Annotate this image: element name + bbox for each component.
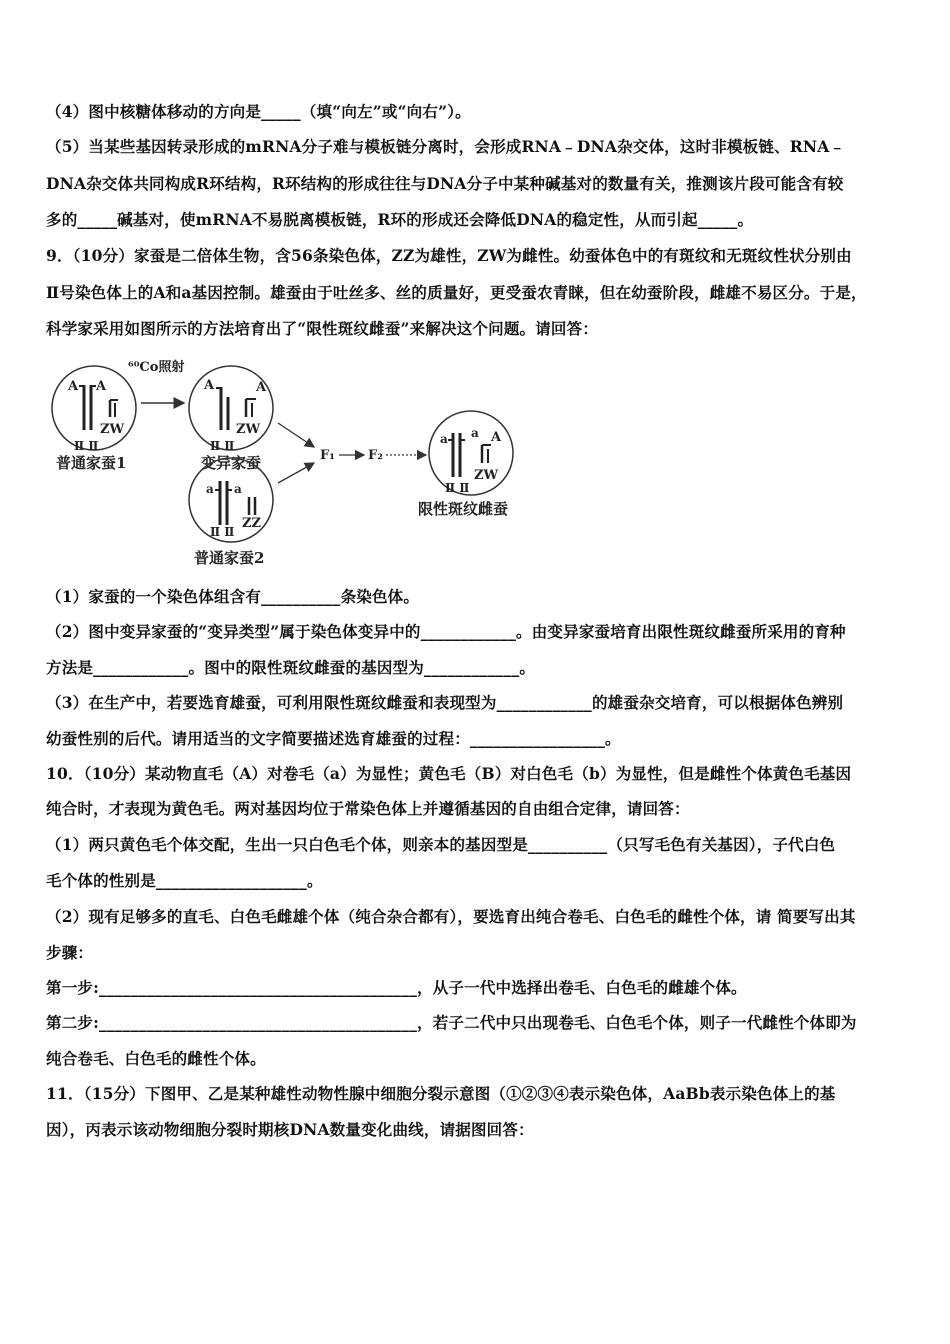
text-line: 因），丙表示该动物细胞分裂时期核DNA数量变化曲线，请据图回答： [46,1120,534,1139]
text-line: （1）两只黄色毛个体交配，生出一只白色毛个体，则亲本的基因型是__________（只写毛色有关基因），子代白色 [46,835,836,854]
text-line: 第一步:________________________________________，从子一代中选择出卷毛、白色毛的雌雄个体。 [46,978,747,997]
cell-caption: 变异家蚕 [201,454,262,472]
text-line: DNA杂交体共同构成R环结构，R环结构的形成往往与DNA分子中某种碱基对的数量有关，推测该片段可能含有较 [46,174,844,193]
text-line: 幼蚕性别的后代。请用适当的文字简要描述选育雄蚕的过程：_________________。 [46,729,621,748]
cell-caption: 普通家蚕1 [56,454,127,472]
question-9: 9．（10分）家蚕是二倍体生物，含56条染色体，ZZ为雄性，ZW为雌性。幼蚕体色中的有斑纹和无斑纹性状分别由 [46,246,852,265]
gene-label: A [68,379,79,394]
f1-label: F₁ [320,448,335,463]
sex-chromosomes: ZW [474,468,499,483]
gene-label: a [471,426,479,440]
text-line: （4）图中核糖体移动的方向是_____（填“向左”或“向右”）。 [46,102,471,121]
cell-normal-silkworm-1 [52,366,136,472]
text-line: 毛个体的性别是___________________。 [46,871,323,890]
sex-chromosomes: ZW [100,422,125,437]
text-line: 科学家采用如图所示的方法培育出了“限性斑纹雌蚕”来解决这个问题。请回答： [46,319,599,338]
question-11: 11．（15分）下图甲、乙是某种雄性动物性腺中细胞分裂示意图（①②③④表示染色体，AaBb表示染色体上的基 [46,1084,836,1103]
sex-chromosomes: ZW [236,422,261,437]
cell-caption: 普通家蚕2 [194,549,265,567]
chromosome-pair-label: Ⅱ Ⅱ [210,439,235,453]
sex-chromosomes: ZZ [242,516,261,531]
text-line: 步骤： [46,943,94,962]
f2-label: F₂ [368,448,383,463]
silkworm-breeding-diagram [46,355,546,570]
gene-label: a [206,482,214,496]
gene-label: A [491,430,502,445]
text-line: （1）家蚕的一个染色体组含有__________条染色体。 [46,587,420,606]
chromosome-pair-label: Ⅱ Ⅱ [445,481,470,495]
text-line: （2）现有足够多的直毛、白色毛雌雄个体（纯合杂合都有），要选育出纯合卷毛、白色毛的雌性个体，请 简要写出其 [46,907,856,926]
text-line: 纯合时，才表现为黄色毛。两对基因均位于常染色体上并遵循基因的自由组合定律，请回答： [46,799,690,818]
text-line: 第二步:________________________________________，若子二代中只出现卷毛、白色毛个体，则子一代雌性个体即为 [46,1013,857,1032]
text-line: Ⅱ号染色体上的A和a基因控制。雄蚕由于吐丝多、丝的质量好，更受蚕农青睐，但在幼蚕阶段，雌雄不易区分。于是， [46,283,867,302]
text-line: （3）在生产中，若要选育雄蚕，可利用限性斑纹雌蚕和表现型为____________的雄蚕杂交培育，可以根据体色辨别 [46,693,844,712]
question-10: 10．（10分）某动物直毛（A）对卷毛（a）为显性；黄色毛（B）对白色毛（b）为显性，但是雌性个体黄色毛基因 [46,764,852,783]
text-line: （2）图中变异家蚕的“变异类型”属于染色体变异中的____________。由变异家蚕培育出限性斑纹雌蚕所采用的育种 [46,622,846,641]
gene-label: A [204,378,215,393]
gene-label: A [96,379,107,394]
cell-normal-silkworm-2 [189,458,273,567]
radiation-label: ⁶⁰Co照射 [128,360,185,375]
text-line: 多的_____碱基对，使mRNA不易脱离模板链，R环的形成还会降低DNA的稳定性，从而引起_____。 [46,210,754,229]
gene-label: A [256,380,267,395]
text-line: 纯合卷毛、白色毛的雌性个体。 [46,1049,266,1068]
text-line: （5）当某些基因转录形成的mRNA分子难与模板链分离时，会形成RNA﹣DNA杂交体，这时非模板链、RNA﹣ [46,137,846,156]
chromosome-pair-label: Ⅱ Ⅱ [74,439,99,453]
chromosome-pair-label: Ⅱ Ⅱ [210,525,235,539]
cell-caption: 限性斑纹雌蚕 [418,500,509,518]
gene-label: a [440,432,448,446]
cell-sex-limited-female [418,411,513,518]
radiation-arrow [128,359,184,403]
text-line: 方法是____________。图中的限性斑纹雌蚕的基因型为____________。 [46,658,536,677]
cell-mutant-silkworm [189,366,273,472]
gene-label: a [234,482,242,496]
